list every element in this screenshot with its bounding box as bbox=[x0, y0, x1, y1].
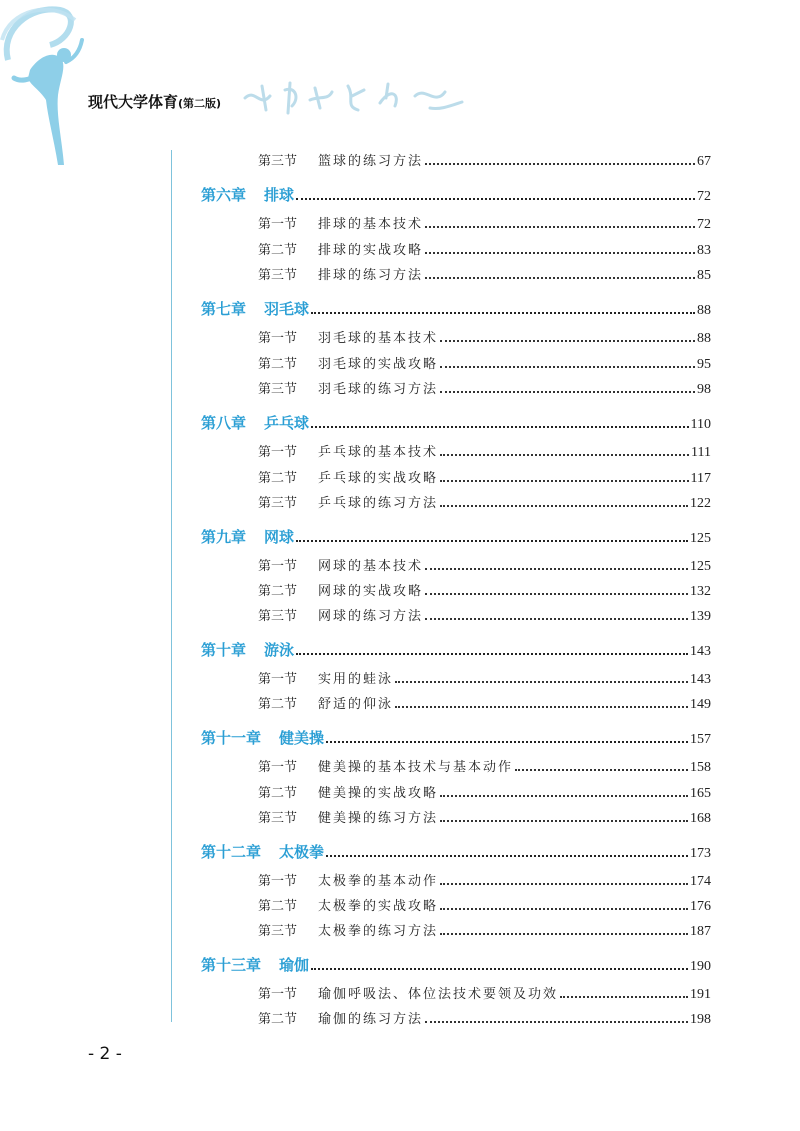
section-number: 第二节 bbox=[258, 899, 298, 914]
chapter-title: 乒乓球 bbox=[264, 414, 310, 432]
section-number: 第二节 bbox=[258, 357, 298, 372]
book-title bbox=[88, 91, 221, 112]
chapter-page-number: 173 bbox=[690, 846, 711, 861]
section-number: 第三节 bbox=[258, 268, 298, 283]
chapter-number: 第十二章 bbox=[201, 843, 262, 861]
chapter-page-number: 190 bbox=[690, 959, 711, 974]
book-title-text: 现代大学体育 bbox=[88, 93, 179, 111]
toc-section-row[interactable] bbox=[258, 239, 711, 259]
toc-chapter-row[interactable] bbox=[201, 639, 711, 660]
chapter-page-number: 125 bbox=[690, 531, 711, 546]
section-title: 排球的基本技术 bbox=[318, 217, 424, 232]
dot-leader bbox=[425, 251, 695, 254]
chapter-number: 第九章 bbox=[201, 528, 247, 546]
toc-section-row[interactable] bbox=[258, 555, 711, 575]
toc-section-row[interactable] bbox=[258, 150, 711, 170]
section-page-number: 95 bbox=[697, 357, 711, 372]
section-page-number: 158 bbox=[690, 760, 711, 775]
dot-leader bbox=[326, 854, 688, 857]
section-number: 第一节 bbox=[258, 445, 298, 460]
dot-leader bbox=[440, 504, 688, 507]
dot-leader bbox=[395, 680, 688, 683]
section-page-number: 132 bbox=[690, 584, 711, 599]
section-title: 乒乓球的基本技术 bbox=[318, 445, 439, 460]
dot-leader bbox=[425, 276, 695, 279]
section-number: 第三节 bbox=[258, 154, 298, 169]
section-page-number: 143 bbox=[690, 672, 711, 687]
section-title: 排球的实战攻略 bbox=[318, 243, 424, 258]
margin-rule bbox=[171, 150, 172, 1022]
toc-section-row[interactable] bbox=[258, 895, 711, 915]
toc-section-row[interactable] bbox=[258, 920, 711, 940]
section-number: 第三节 bbox=[258, 811, 298, 826]
chapter-title: 网球 bbox=[264, 528, 295, 546]
dot-leader bbox=[440, 453, 689, 456]
section-page-number: 111 bbox=[691, 445, 711, 460]
section-number: 第三节 bbox=[258, 496, 298, 511]
dot-leader bbox=[311, 425, 688, 428]
section-number: 第二节 bbox=[258, 1012, 298, 1027]
dot-leader bbox=[440, 390, 695, 393]
chapter-number: 第十三章 bbox=[201, 956, 262, 974]
toc-chapter-row[interactable] bbox=[201, 526, 711, 547]
section-number: 第一节 bbox=[258, 331, 298, 346]
section-number: 第一节 bbox=[258, 874, 298, 889]
section-number: 第三节 bbox=[258, 924, 298, 939]
chapter-number: 第十章 bbox=[201, 641, 247, 659]
section-page-number: 174 bbox=[690, 874, 711, 889]
section-title: 太极拳的实战攻略 bbox=[318, 899, 439, 914]
gymnast-ribbon-illustration bbox=[0, 0, 110, 175]
dot-leader bbox=[395, 705, 688, 708]
section-number: 第一节 bbox=[258, 672, 298, 687]
dot-leader bbox=[440, 479, 689, 482]
chapter-page-number: 88 bbox=[697, 303, 711, 318]
section-page-number: 98 bbox=[697, 382, 711, 397]
toc-section-row[interactable] bbox=[258, 870, 711, 890]
section-title: 网球的基本技术 bbox=[318, 559, 424, 574]
toc-section-row[interactable] bbox=[258, 782, 711, 802]
toc-section-row[interactable] bbox=[258, 693, 711, 713]
section-number: 第三节 bbox=[258, 382, 298, 397]
dot-leader bbox=[440, 932, 688, 935]
toc-section-row[interactable] bbox=[258, 378, 711, 398]
section-title: 瑜伽呼吸法、体位法技术要领及功效 bbox=[318, 987, 559, 1002]
chapter-number: 第八章 bbox=[201, 414, 247, 432]
section-title: 网球的练习方法 bbox=[318, 609, 424, 624]
toc-chapter-row[interactable] bbox=[201, 184, 711, 205]
chapter-title: 太极拳 bbox=[279, 843, 325, 861]
section-title: 太极拳的基本动作 bbox=[318, 874, 439, 889]
toc-section-row[interactable] bbox=[258, 605, 711, 625]
dot-leader bbox=[515, 768, 688, 771]
section-page-number: 83 bbox=[697, 243, 711, 258]
section-title: 乒乓球的练习方法 bbox=[318, 496, 439, 511]
section-page-number: 122 bbox=[690, 496, 711, 511]
section-number: 第二节 bbox=[258, 471, 298, 486]
toc-chapter-row[interactable] bbox=[201, 841, 711, 862]
chapter-title: 健美操 bbox=[279, 729, 325, 747]
dot-leader bbox=[296, 197, 695, 200]
section-title: 排球的练习方法 bbox=[318, 268, 424, 283]
toc-section-row[interactable] bbox=[258, 983, 711, 1003]
section-page-number: 168 bbox=[690, 811, 711, 826]
section-page-number: 72 bbox=[697, 217, 711, 232]
section-page-number: 88 bbox=[697, 331, 711, 346]
section-title: 篮球的练习方法 bbox=[318, 154, 424, 169]
chapter-title: 羽毛球 bbox=[264, 300, 310, 318]
section-title: 健美操的练习方法 bbox=[318, 811, 439, 826]
dot-leader bbox=[440, 339, 695, 342]
section-title: 健美操的实战攻略 bbox=[318, 786, 439, 801]
dot-leader bbox=[425, 225, 695, 228]
chapter-page-number: 143 bbox=[690, 644, 711, 659]
dot-leader bbox=[440, 907, 688, 910]
section-number: 第二节 bbox=[258, 584, 298, 599]
section-number: 第一节 bbox=[258, 987, 298, 1002]
toc-chapter-row[interactable] bbox=[201, 727, 711, 748]
section-title: 瑜伽的练习方法 bbox=[318, 1012, 424, 1027]
section-number: 第二节 bbox=[258, 786, 298, 801]
chapter-number: 第六章 bbox=[201, 186, 247, 204]
book-edition: (第二版) bbox=[178, 97, 222, 110]
chapter-title: 排球 bbox=[264, 186, 295, 204]
section-number: 第三节 bbox=[258, 609, 298, 624]
chapter-number: 第十一章 bbox=[201, 729, 262, 747]
section-page-number: 117 bbox=[690, 471, 711, 486]
chapter-number: 第七章 bbox=[201, 300, 247, 318]
chapter-title: 瑜伽 bbox=[279, 956, 310, 974]
dot-leader bbox=[296, 539, 688, 542]
toc-chapter-row[interactable] bbox=[201, 954, 711, 975]
toc-section-row[interactable] bbox=[258, 353, 711, 373]
chapter-page-number: 72 bbox=[697, 189, 711, 204]
dot-leader bbox=[440, 365, 695, 368]
section-title: 羽毛球的实战攻略 bbox=[318, 357, 439, 372]
dot-leader bbox=[440, 794, 688, 797]
chapter-title: 游泳 bbox=[264, 641, 295, 659]
section-title: 健美操的基本技术与基本动作 bbox=[318, 760, 514, 775]
dot-leader bbox=[440, 819, 688, 822]
section-number: 第一节 bbox=[258, 760, 298, 775]
section-title: 舒适的仰泳 bbox=[318, 697, 394, 712]
section-title: 羽毛球的基本技术 bbox=[318, 331, 439, 346]
toc-section-row[interactable] bbox=[258, 756, 711, 776]
section-page-number: 67 bbox=[697, 154, 711, 169]
section-number: 第二节 bbox=[258, 243, 298, 258]
dot-leader bbox=[560, 995, 688, 998]
dot-leader bbox=[425, 592, 688, 595]
section-page-number: 149 bbox=[690, 697, 711, 712]
toc-section-row[interactable] bbox=[258, 213, 711, 233]
section-page-number: 85 bbox=[697, 268, 711, 283]
section-page-number: 176 bbox=[690, 899, 711, 914]
calligraphy-decoration bbox=[240, 78, 470, 118]
toc-section-row[interactable] bbox=[258, 492, 711, 512]
toc-section-row[interactable] bbox=[258, 327, 711, 347]
chapter-page-number: 110 bbox=[690, 417, 711, 432]
dot-leader bbox=[311, 967, 688, 970]
dot-leader bbox=[425, 162, 695, 165]
toc-section-row[interactable] bbox=[258, 467, 711, 487]
section-page-number: 139 bbox=[690, 609, 711, 624]
toc-section-row[interactable] bbox=[258, 441, 711, 461]
dot-leader bbox=[311, 311, 695, 314]
section-title: 网球的实战攻略 bbox=[318, 584, 424, 599]
section-title: 乒乓球的实战攻略 bbox=[318, 471, 439, 486]
toc-section-row[interactable] bbox=[258, 580, 711, 600]
toc-section-row[interactable] bbox=[258, 668, 711, 688]
page-number: - 2 - bbox=[88, 1044, 122, 1064]
section-page-number: 165 bbox=[690, 786, 711, 801]
section-title: 实用的蛙泳 bbox=[318, 672, 394, 687]
section-page-number: 125 bbox=[690, 559, 711, 574]
dot-leader bbox=[296, 652, 688, 655]
dot-leader bbox=[425, 1020, 688, 1023]
dot-leader bbox=[425, 567, 688, 570]
section-number: 第二节 bbox=[258, 697, 298, 712]
dot-leader bbox=[440, 882, 688, 885]
section-page-number: 191 bbox=[690, 987, 711, 1002]
section-number: 第一节 bbox=[258, 559, 298, 574]
section-number: 第一节 bbox=[258, 217, 298, 232]
chapter-page-number: 157 bbox=[690, 732, 711, 747]
dot-leader bbox=[425, 617, 688, 620]
dot-leader bbox=[326, 740, 688, 743]
toc-chapter-row[interactable] bbox=[201, 412, 711, 433]
toc-chapter-row[interactable] bbox=[201, 298, 711, 319]
toc-section-row[interactable] bbox=[258, 264, 711, 284]
section-page-number: 187 bbox=[690, 924, 711, 939]
section-title: 羽毛球的练习方法 bbox=[318, 382, 439, 397]
section-page-number: 198 bbox=[690, 1012, 711, 1027]
toc-section-row[interactable] bbox=[258, 1008, 711, 1028]
section-title: 太极拳的练习方法 bbox=[318, 924, 439, 939]
toc-section-row[interactable] bbox=[258, 807, 711, 827]
